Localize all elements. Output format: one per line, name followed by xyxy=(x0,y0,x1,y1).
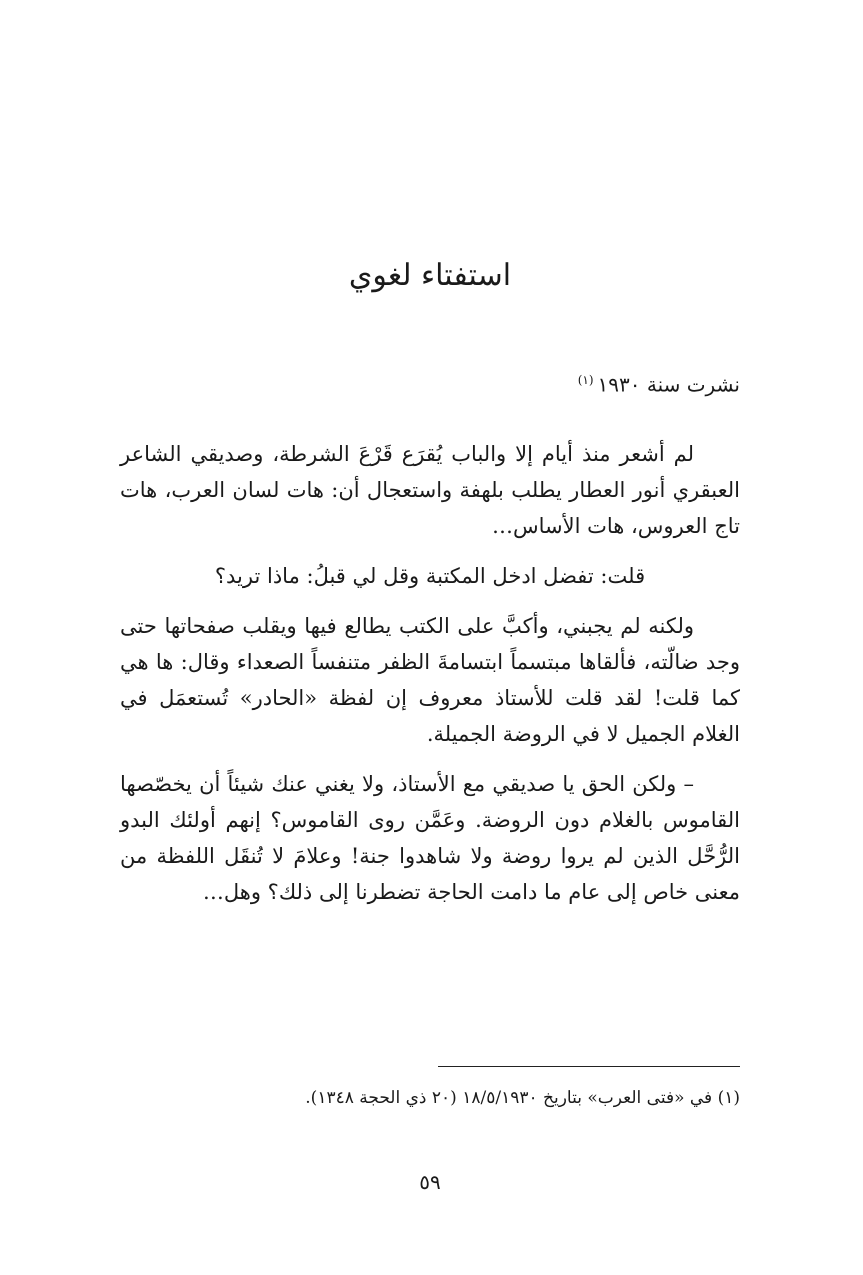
body-text xyxy=(120,436,740,924)
book-page xyxy=(120,0,740,1275)
footnote-divider xyxy=(438,1066,740,1067)
paragraph-3: ولكنه لم يجبني، وأكبَّ على الكتب يطالع فيها ويقلب صفحاتها حتى وجد ضالّته، فألقاها مبتسماً ابتسامةَ الظفر متنفساً الصعداء وقال: ها هي كما قلت! لقد قلت للأستاذ معروف إن لفظة «الحادر» تُستعمَل في الغلام الجميل لا في الروضة الجميلة. xyxy=(120,614,740,746)
paragraph-4: – ولكن الحق يا صديقي مع الأستاذ، ولا يغني عنك شيئاً أن يخصّصها القاموس بالغلام دون الروضة. وعَمَّن روى القاموس؟ إنهم أولئك البدو الرُّحَّل الذين لم يروا روضة ولا شاهدوا جنة! وعلامَ لا تُنقَل اللفظة من معنى خاص إلى عام ما دامت الحاجة تضطرنا إلى ذلك؟ وهل… xyxy=(120,772,740,904)
footnote: (١) في «فتى العرب» بتاريخ ١٨/٥/١٩٣٠ (٢٠ ذي الحجة ١٣٤٨). xyxy=(305,1088,740,1108)
paragraph-1: لم أشعر منذ أيام إلا والباب يُقرَع قَرْعَ الشرطة، وصديقي الشاعر العبقري أنور العطار يطلب بلهفة واستعجال أن: هات لسان العرب، هات تاج العروس، هات الأساس… xyxy=(120,442,740,538)
publication-date: نشرت سنة ١٩٣٠ xyxy=(597,372,740,397)
page-number: ٥٩ xyxy=(419,1170,441,1194)
publication-note xyxy=(578,362,740,403)
chapter-title: استفتاء لغوي xyxy=(348,258,512,293)
footnote-reference: (١) xyxy=(577,373,594,387)
paragraph-2: قلت: تفضل ادخل المكتبة وقل لي قبلُ: ماذا تريد؟ xyxy=(214,564,646,588)
